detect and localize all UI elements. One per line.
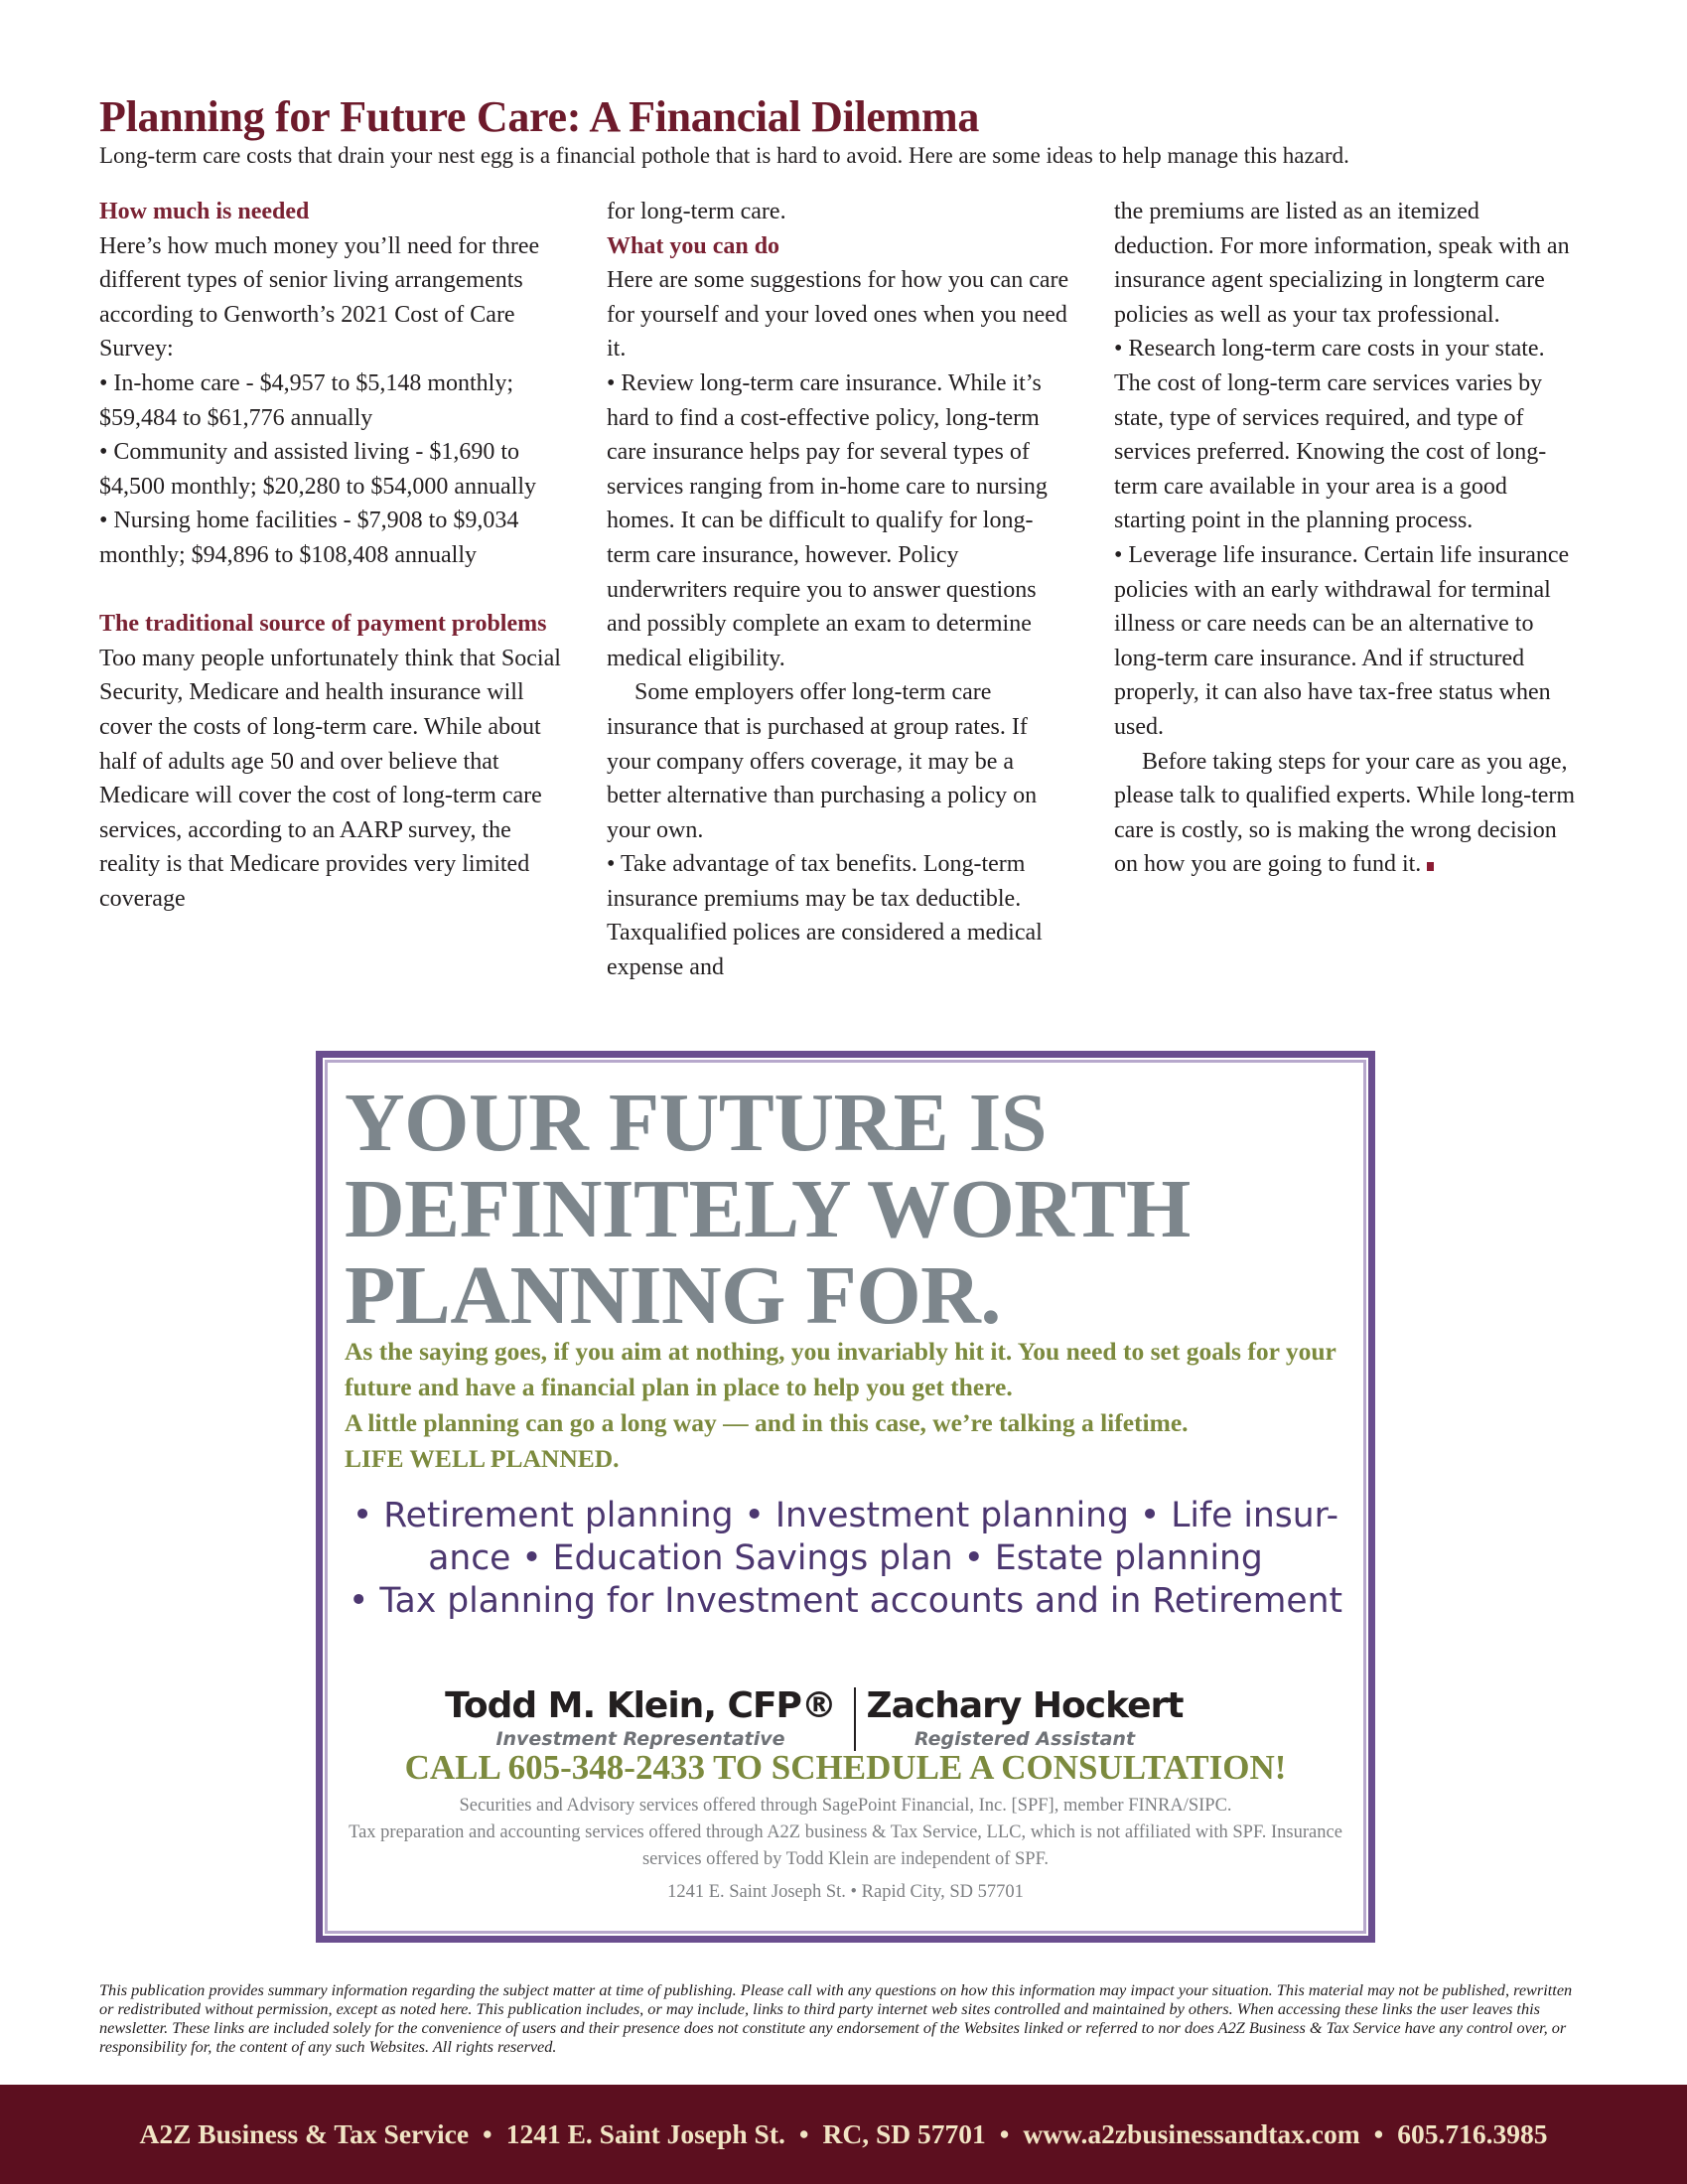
paragraph: Too many people unfortunately think that Social Security, Medicare and health insurance will cover the costs of long-term care. While about half of adults age 50 and over believe that Medicare will cover the cost of long-term care services, according to an AARP survey, the reality is that Medicare provides very limited coverage [99, 645, 561, 912]
article-subtitle: Long-term care costs that drain your nest egg is a financial pothole that is hard to avoid. Here are some ideas to help manage this hazard. [99, 143, 1349, 168]
rep-name: Todd M. Klein, CFP® [445, 1685, 836, 1726]
rep-divider [854, 1687, 856, 1751]
footer-separator: • [483, 2118, 492, 2149]
rep-role: Registered Assistant [914, 1728, 1136, 1750]
bullet-life-insurance: • Leverage life insurance. Certain life insurance policies with an early withdrawal for terminal illness or care needs can be an alternative to long-term care insurance. And if structured properly, it can also have tax-free status when used. [1114, 541, 1570, 740]
services-line-1: • Retirement planning • Investment planning • Life insur- [351, 1496, 1339, 1535]
representative-todd-klein [442, 1685, 839, 1750]
article-column-2 [607, 195, 1073, 985]
footer-phone: 605.716.3985 [1397, 2118, 1548, 2149]
ad-headline-line-2: DEFINITELY WORTH [345, 1163, 1191, 1255]
article-title: Planning for Future Care: A Financial Dilemma [99, 92, 980, 141]
representative-zachary-hockert [861, 1685, 1189, 1750]
call-to-action: CALL 605-348-2433 TO SCHEDULE A CONSULTATION! [404, 1748, 1287, 1787]
footer-street: 1241 E. Saint Joseph St. [505, 2118, 785, 2149]
advertisement-box [316, 1051, 1375, 1943]
bullet-tax-benefits: • Take advantage of tax benefits. Long-term insurance premiums may be tax deductible. Taxqualified polices are considered a medical expense and [607, 851, 1043, 981]
closing-text: Before taking steps for your care as you age, please talk to qualified experts. While long-term care is costly, so is making the wrong decision on how you are going to fund it. [1114, 748, 1576, 878]
rep-role: Investment Representative [495, 1728, 785, 1750]
bullet-research-costs: • Research long-term care costs in your state. The cost of long-term care services varies by state, type of services required, and type of services preferred. Knowing the cost of long-term care available in your area is a good starting point in the planning process. [1114, 336, 1547, 534]
section-heading-how-much-needed: How much is needed [99, 199, 310, 224]
bullet-review-insurance: • Review long-term care insurance. While it’s hard to find a cost-effective policy, long-term care insurance helps pay for several types of services ranging from in-home care to nursing homes. It can be difficult to qualify for long-term care insurance, however. Policy underwriters require you to answer questions and possibly complete an exam to determine medical eligibility. [607, 369, 1048, 671]
ad-headline-line-1: YOUR FUTURE IS [345, 1077, 1048, 1169]
ad-headline [345, 1077, 1191, 1342]
services-list [323, 1495, 1368, 1623]
securities-disclosure [333, 1793, 1358, 1873]
footer-business-name: A2Z Business & Tax Service [139, 2118, 470, 2149]
closing-paragraph [1114, 745, 1581, 882]
paragraph: Here’s how much money you’ll need for three different types of senior living arrangements according to Genworth’s 2021 Cost of Care Survey: [99, 232, 540, 363]
office-address: 1241 E. Saint Joseph St. • Rapid City, SD 57701 [667, 1882, 1024, 1902]
bullet-assisted-living: • Community and assisted living - $1,690 to $4,500 monthly; $20,280 to $54,000 annually [99, 439, 536, 500]
ad-body-text-2: A little planning can go a long way — and in this case, we’re talking a lifetime. [345, 1408, 1189, 1437]
ad-body-text-1: As the saying goes, if you aim at nothing, you invariably hit it. You need to set goals for your future and have a financial plan in place to help you get there. [345, 1337, 1336, 1401]
rep-name: Zachary Hockert [866, 1685, 1184, 1726]
paragraph: Some employers offer long-term care insurance that is purchased at group rates. If your company offers coverage, it may be a better alternative than purchasing a policy on your own. [607, 679, 1038, 843]
disclosure-line-1: Securities and Advisory services offered through SagePoint Financial, Inc. [SPF], member FINRA/SIPC. [459, 1796, 1232, 1816]
bullet-nursing-home: • Nursing home facilities - $7,908 to $9,034 monthly; $94,896 to $108,408 annually [99, 508, 519, 568]
footer-city: RC, SD 57701 [822, 2118, 986, 2149]
ad-headline-line-3: PLANNING FOR. [345, 1249, 1001, 1342]
article-column-3 [1114, 195, 1581, 882]
spacer [99, 573, 566, 608]
footer-separator: • [798, 2118, 809, 2149]
footer-separator: • [1373, 2118, 1384, 2149]
ad-tagline: LIFE WELL PLANNED. [345, 1444, 620, 1473]
disclosure-line-2: Tax preparation and accounting services offered through A2Z business & Tax Service, LLC, which is not affiliated with SPF. Insurance services offered by Todd Klein are independent of SPF. [349, 1822, 1342, 1869]
publication-disclaimer: This publication provides summary information regarding the subject matter at time of publishing. Please call with any questions on how this information may impact your situation. This material may not be published, rewritten or redistributed without permission, except as noted here. This publication includes, or may include, links to third party internet web sites controlled and maintained by others. When accessing these links the user leaves this newsletter. These links are included solely for the convenience of users and their presence does not constitute any endorsement of the Websites linked or referred to nor does A2Z Business & Tax Service have any control over, or responsibility for, the content of any such Websites. All rights reserved. [99, 1980, 1573, 2056]
services-line-2: ance • Education Savings plan • Estate planning [428, 1538, 1263, 1578]
footer-bar [0, 2085, 1687, 2184]
ad-body [345, 1334, 1347, 1477]
article-column-1 [99, 195, 566, 916]
paragraph: the premiums are listed as an itemized deduction. For more information, speak with an insurance agent specializing in longterm care policies as well as your tax professional. [1114, 199, 1570, 328]
paragraph: Here are some suggestions for how you can care for yourself and your loved ones when you need it. [607, 267, 1069, 363]
footer-website-link[interactable]: www.a2zbusinessandtax.com [1023, 2118, 1360, 2149]
bullet-in-home-care: • In-home care - $4,957 to $5,148 monthly; $59,484 to $61,776 annually [99, 369, 513, 431]
section-heading-payment-problems: The traditional source of payment problems [99, 611, 547, 638]
end-mark-icon [1427, 862, 1434, 871]
services-line-3: • Tax planning for Investment accounts and in Retirement [349, 1581, 1342, 1621]
paragraph: for long-term care. [607, 199, 786, 224]
section-heading-what-you-can-do: What you can do [607, 232, 780, 259]
footer-separator: • [999, 2118, 1010, 2149]
